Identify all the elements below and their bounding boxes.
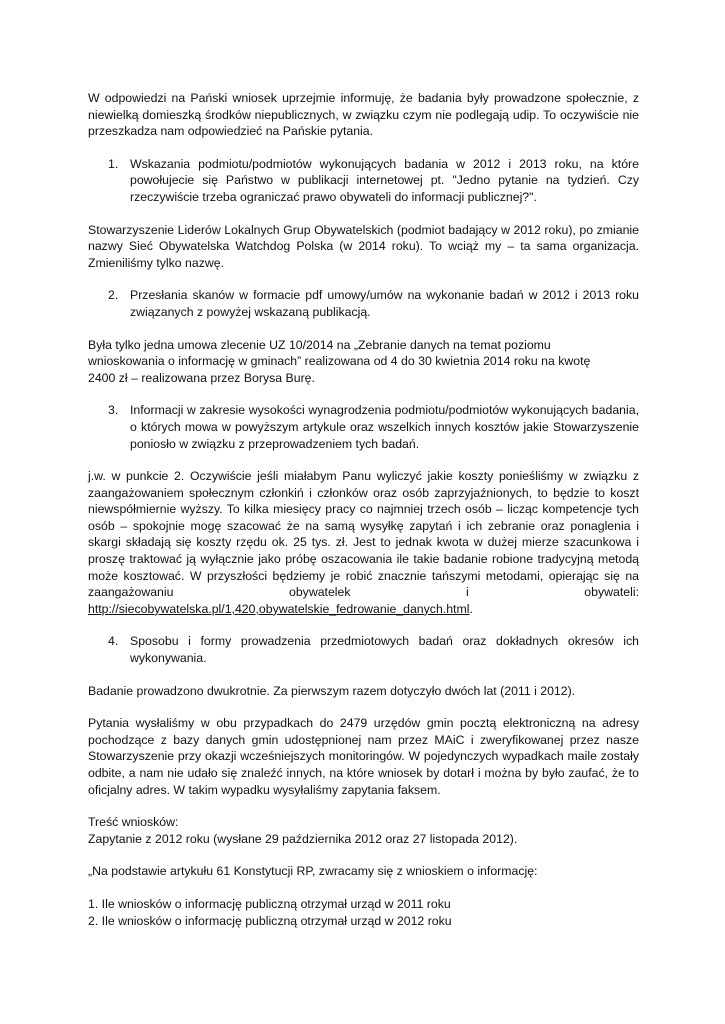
request-date-line: Zapytanie z 2012 roku (wysłane 29 października 2012 oraz 27 listopada 2012). bbox=[88, 831, 518, 846]
intro-paragraph: W odpowiedzi na Pański wniosek uprzejmie informuję, że badania były prowadzone społecznie, z niewielką domieszką środków niepublicznych, w związku czym nie podlegają udip. To oczywiście nie przeszkadza nam odpowiedzieć na Pańskie pytania. bbox=[88, 91, 639, 139]
list-item-number: 3. bbox=[108, 403, 119, 418]
contract-line: wnioskowania o informację w gminach” realizowana od 4 do 30 kwietnia 2014 roku na kwotę bbox=[88, 354, 591, 369]
costs-text: j.w. w punkcie 2. Oczywiście jeśli miałabym Panu wyliczyć jakie koszty ponieśliśmy w związku z zaangażowaniem społecznym członkiń i członków oraz osób zaprzyjaźnionych, to będzie to koszt niewspółmiernie wyższy. To kilka miesięcy pracy co najmniej trzech osób – licząc kompetencje tych osób – spokojnie mogę szacować że na samą wysyłkę zapytań i ich zebranie oraz ponaglenia i skargi składają się koszty rzędu ok. 25 tys. zł. Jest to jednak kwota w dużej mierze szacunkowa i proszę traktować ją wyłącznie jako próbę oszacowania ile takie badanie robione tradycyjną metodą może kosztować. W przyszłości będziemy je robić znacznie tańszymi metodami, opierając się na zaangażowaniu obywatelek i obywateli: bbox=[88, 469, 639, 600]
list-item-number: 1. bbox=[108, 156, 119, 171]
list-item bbox=[88, 287, 639, 320]
costs-end: . bbox=[469, 601, 473, 616]
contract-line: 2400 zł – realizowana przez Borysa Burę. bbox=[88, 370, 315, 385]
list-item-text: Informacji w zakresie wysokości wynagrodzenia podmiotu/podmiotów wykonujących badania, o których mowa w powyższym artykule oraz wszelkich innych kosztów jakie Stowarzyszenie poniosło w związku z przeprowadzeniem tych badań. bbox=[130, 403, 639, 451]
email-paragraph: Pytania wysłaliśmy w obu przypadkach do 2479 urzędów gmin pocztą elektroniczną na adresy pochodzące z bazy danych gmin udostępnionej nam przez MAiC i zweryfikowanej przez nasze Stowarzyszenie przy okazji wcześniejszych monitoringów. W pojedynczych wypadkach maile zostały odbite, a nam nie udało się znaleźć innych, na które wniosek by dotarł i można by było zaufać, że to oficjalny adres. W takim wypadku wysyłaliśmy zapytania faksem. bbox=[88, 716, 639, 797]
list-item bbox=[88, 402, 639, 452]
document-page bbox=[88, 90, 639, 929]
costs-paragraph bbox=[88, 468, 639, 617]
fedrowanie-link[interactable]: http://siecobywatelska.pl/1,420,obywatelskie_fedrowanie_danych.html bbox=[88, 601, 470, 616]
quote-paragraph: „Na podstawie artykułu 61 Konstytucji RP, zwracamy się z wnioskiem o informację: bbox=[88, 864, 538, 879]
request-content-label: Treść wniosków: bbox=[88, 815, 179, 830]
questions-list bbox=[88, 896, 639, 929]
organization-paragraph: Stowarzyszenie Liderów Lokalnych Grup Obywatelskich (podmiot badający w 2012 roku), po zmianie nazwy Sieć Obywatelska Watchdog Polska (w 2014 roku). To wciąż my – ta sama organizacja. Zmieniliśmy tylko nazwę. bbox=[88, 222, 639, 270]
request-content-paragraph bbox=[88, 814, 639, 847]
list-item-text: Przesłania skanów w formacie pdf umowy/umów na wykonanie badań w 2012 i 2013 roku związanych z powyżej wskazaną publikacją. bbox=[130, 288, 639, 319]
list-item-text: Sposobu i formy prowadzenia przedmiotowych badań oraz dokładnych okresów ich wykonywania. bbox=[130, 634, 639, 666]
list-item-text: Wskazania podmiotu/podmiotów wykonujących badania w 2012 i 2013 roku, na które powołujecie się Państwo w publikacji internetowej pt. "Jedno pytanie na tydzień. Czy rzeczywiście trzeba ograniczać prawo obywateli do informacji publicznej?". bbox=[130, 156, 639, 204]
question-line: 2. Ile wniosków o informację publiczną otrzymał urząd w 2012 roku bbox=[88, 913, 452, 928]
list-item bbox=[88, 156, 639, 206]
list-item-number: 4. bbox=[108, 634, 119, 649]
contract-line: Była tylko jedna umowa zlecenie UZ 10/2014 na „Zebranie danych na temat poziomu bbox=[88, 337, 551, 352]
list-item bbox=[88, 633, 639, 666]
contract-paragraph bbox=[88, 337, 639, 387]
survey-paragraph: Badanie prowadzono dwukrotnie. Za pierwszym razem dotyczyło dwóch lat (2011 i 2012). bbox=[88, 683, 576, 698]
list-item-number: 2. bbox=[108, 288, 119, 303]
question-line: 1. Ile wniosków o informację publiczną otrzymał urząd w 2011 roku bbox=[88, 896, 451, 911]
